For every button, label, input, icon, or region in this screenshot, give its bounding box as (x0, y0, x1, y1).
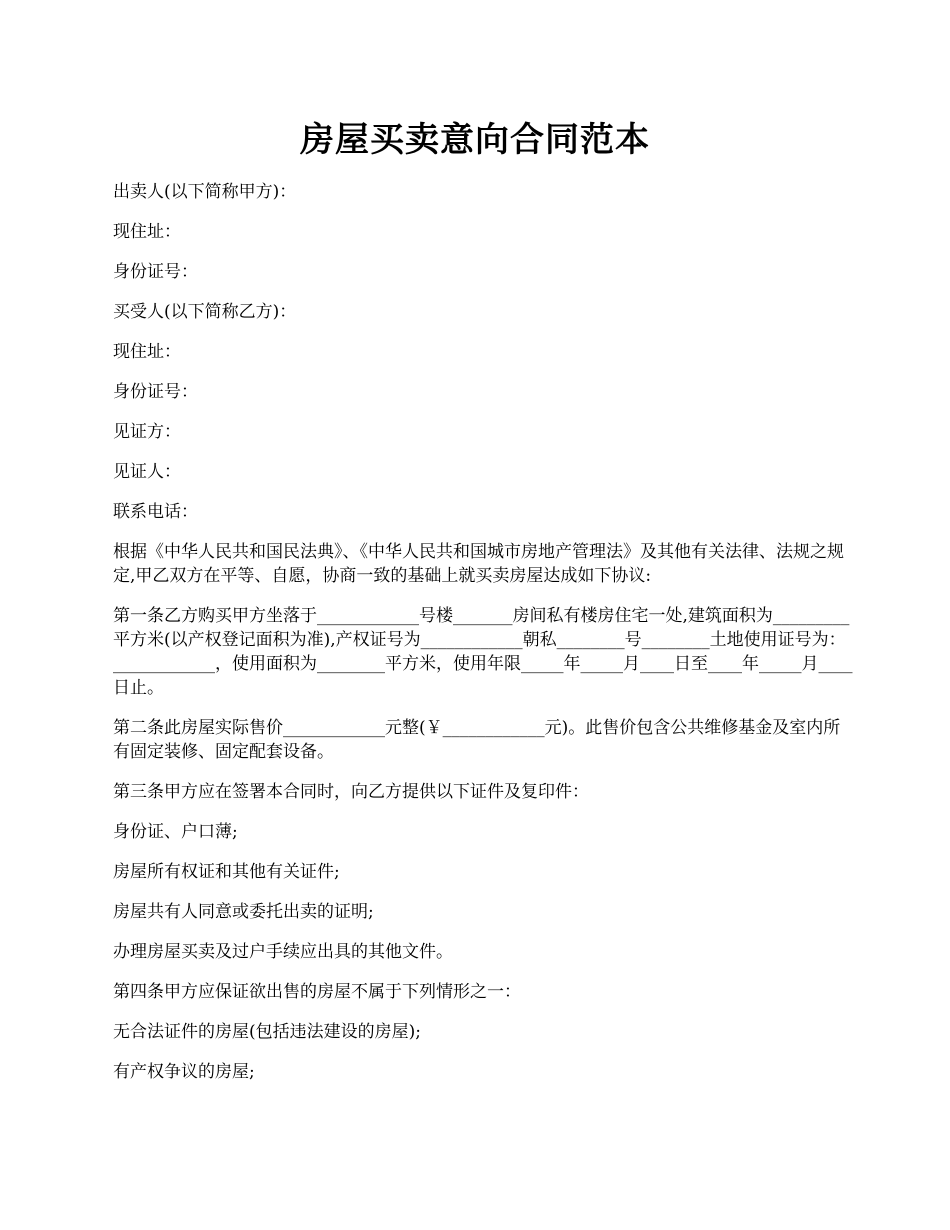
list-item: 无合法证件的房屋(包括违法建设的房屋); (113, 1022, 421, 1042)
article-4-paragraph: 第四条甲方应保证欲出售的房屋不属于下列情形之一： (113, 982, 521, 1002)
buyer-address-label: 现住址： (113, 342, 181, 362)
seller-id-label: 身份证号： (113, 262, 198, 282)
seller-label: 出卖人(以下简称甲方)： (113, 182, 297, 202)
article-2-paragraph: 第二条此房屋实际售价____________元整(￥____________元)。此售价包含公共维修基金及室内所有固定装修、固定配套设备。 (113, 718, 841, 762)
list-item: 房屋共有人同意或委托出卖的证明; (113, 902, 374, 922)
document-body (113, 180, 853, 1100)
article-1-paragraph: 第一条乙方购买甲方坐落于____________号楼_______房间私有楼房住宅一处,建筑面积为_________平方米(以产权登记面积为准),产权证号为____________朝私________号________土地使用证号为：____________，使用面积为________平方米，使用年限_____年_____月____日至____年_____月____日止。 (113, 606, 853, 698)
preamble-paragraph: 根据《中华人民共和国民法典》、《中华人民共和国城市房地产管理法》及其他有关法律、法规之规定,甲乙双方在平等、自愿，协商一致的基础上就买卖房屋达成如下协议: (113, 542, 844, 586)
list-item: 有产权争议的房屋; (113, 1062, 255, 1082)
seller-address-label: 现住址： (113, 222, 181, 242)
buyer-id-label: 身份证号： (113, 382, 198, 402)
witness-person-label: 见证人： (113, 462, 181, 482)
phone-label: 联系电话： (113, 502, 198, 522)
buyer-label: 买受人(以下简称乙方)： (113, 302, 297, 322)
document-title: 房屋买卖意向合同范本 (300, 120, 650, 160)
list-item: 办理房屋买卖及过户手续应出具的其他文件。 (113, 942, 453, 962)
article-3-paragraph: 第三条甲方应在签署本合同时，向乙方提供以下证件及复印件： (113, 782, 589, 802)
list-item: 房屋所有权证和其他有关证件; (113, 862, 340, 882)
list-item: 身份证、户口薄; (113, 822, 238, 842)
witness-party-label: 见证方： (113, 422, 181, 442)
